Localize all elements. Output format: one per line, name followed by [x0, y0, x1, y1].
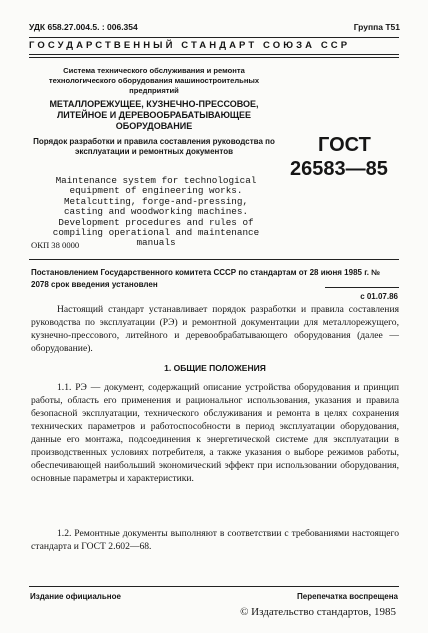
reprint-notice: Перепечатка воспрещена	[297, 592, 398, 601]
standard-title: ГОСУДАРСТВЕННЫЙ СТАНДАРТ СОЮЗА ССР	[29, 40, 351, 51]
header-top-rule	[29, 37, 399, 38]
header-bottom-rule-2	[29, 57, 399, 58]
english-title: Maintenance system for technological equipment of engineering works. Metalcutting, forge-and-pressing, casting and woodworking machines. Development procedures and rules of compiling operational and maintenance manuals	[52, 175, 260, 249]
decree-text: Постановлением Государственного комитета СССР по стандартам от 28 июня 1985 г. № 2078 срок введения установлен	[31, 268, 381, 289]
paragraph-1-1: 1.1. РЭ — документ, содержащий описание устройства оборудования и принцип работы, область его применения и рациональног использования, указания и правила безопасной эксплуатации, технического обслуживания и ремонта в целях сохранения технических параметров и работоспособности в период эксплуатации оборудования, данные его монтажа, подсоединения к энергетической системе для эксплуатации в производственных условиях потребителя, а также указания о выборе режимов работы, обеспечивающей наибольший экономический эффект при использовании оборудования, основные параметры и характеристики.	[31, 382, 399, 484]
gost-label: ГОСТ	[318, 134, 371, 156]
paragraph-1-2: 1.2. Ремонтные документы выполняют в соответствии с требованиями настоящего стандарта и ГОСТ 2.602—68.	[31, 528, 399, 552]
copyright-notice: © Издательство стандартов, 1985	[240, 606, 396, 618]
gost-number: 26583—85	[290, 158, 388, 180]
title-block-rule	[29, 259, 399, 260]
effective-date-rule	[325, 287, 399, 288]
product-title: МЕТАЛЛОРЕЖУЩЕЕ, КУЗНЕЧНО-ПРЕССОВОЕ, ЛИТЕЙНОЕ И ДЕРЕВООБРАБАТЫВАЮЩЕЕ ОБОРУДОВАНИЕ	[49, 99, 259, 131]
header-bottom-rule	[29, 54, 399, 55]
procedure-title: Порядок разработки и правила составления руководства по эксплуатации и ремонтных документов	[33, 137, 275, 156]
footer-rule	[29, 586, 399, 587]
udk-code: УДК 658.27.004.5. : 006.354	[29, 22, 138, 32]
okp-code: ОКП 38 0000	[31, 240, 80, 250]
section-title: 1. ОБЩИЕ ПОЛОЖЕНИЯ	[164, 363, 266, 373]
official-edition: Издание официальное	[30, 592, 121, 601]
group-code: Группа Т51	[353, 22, 400, 32]
system-title: Система технического обслуживания и ремонта технологического оборудования машиностроительных предприятий	[48, 66, 260, 95]
intro-paragraph: Настоящий стандарт устанавливает порядок разработки и правила составления руководства по эксплуатации (РЭ) и ремонтной документации для металлорежущего, кузнечно-прессового, литейного и деревообрабатывающего оборудования (далее — оборудование).	[31, 304, 399, 354]
effective-date: с 01.07.86	[360, 292, 398, 301]
